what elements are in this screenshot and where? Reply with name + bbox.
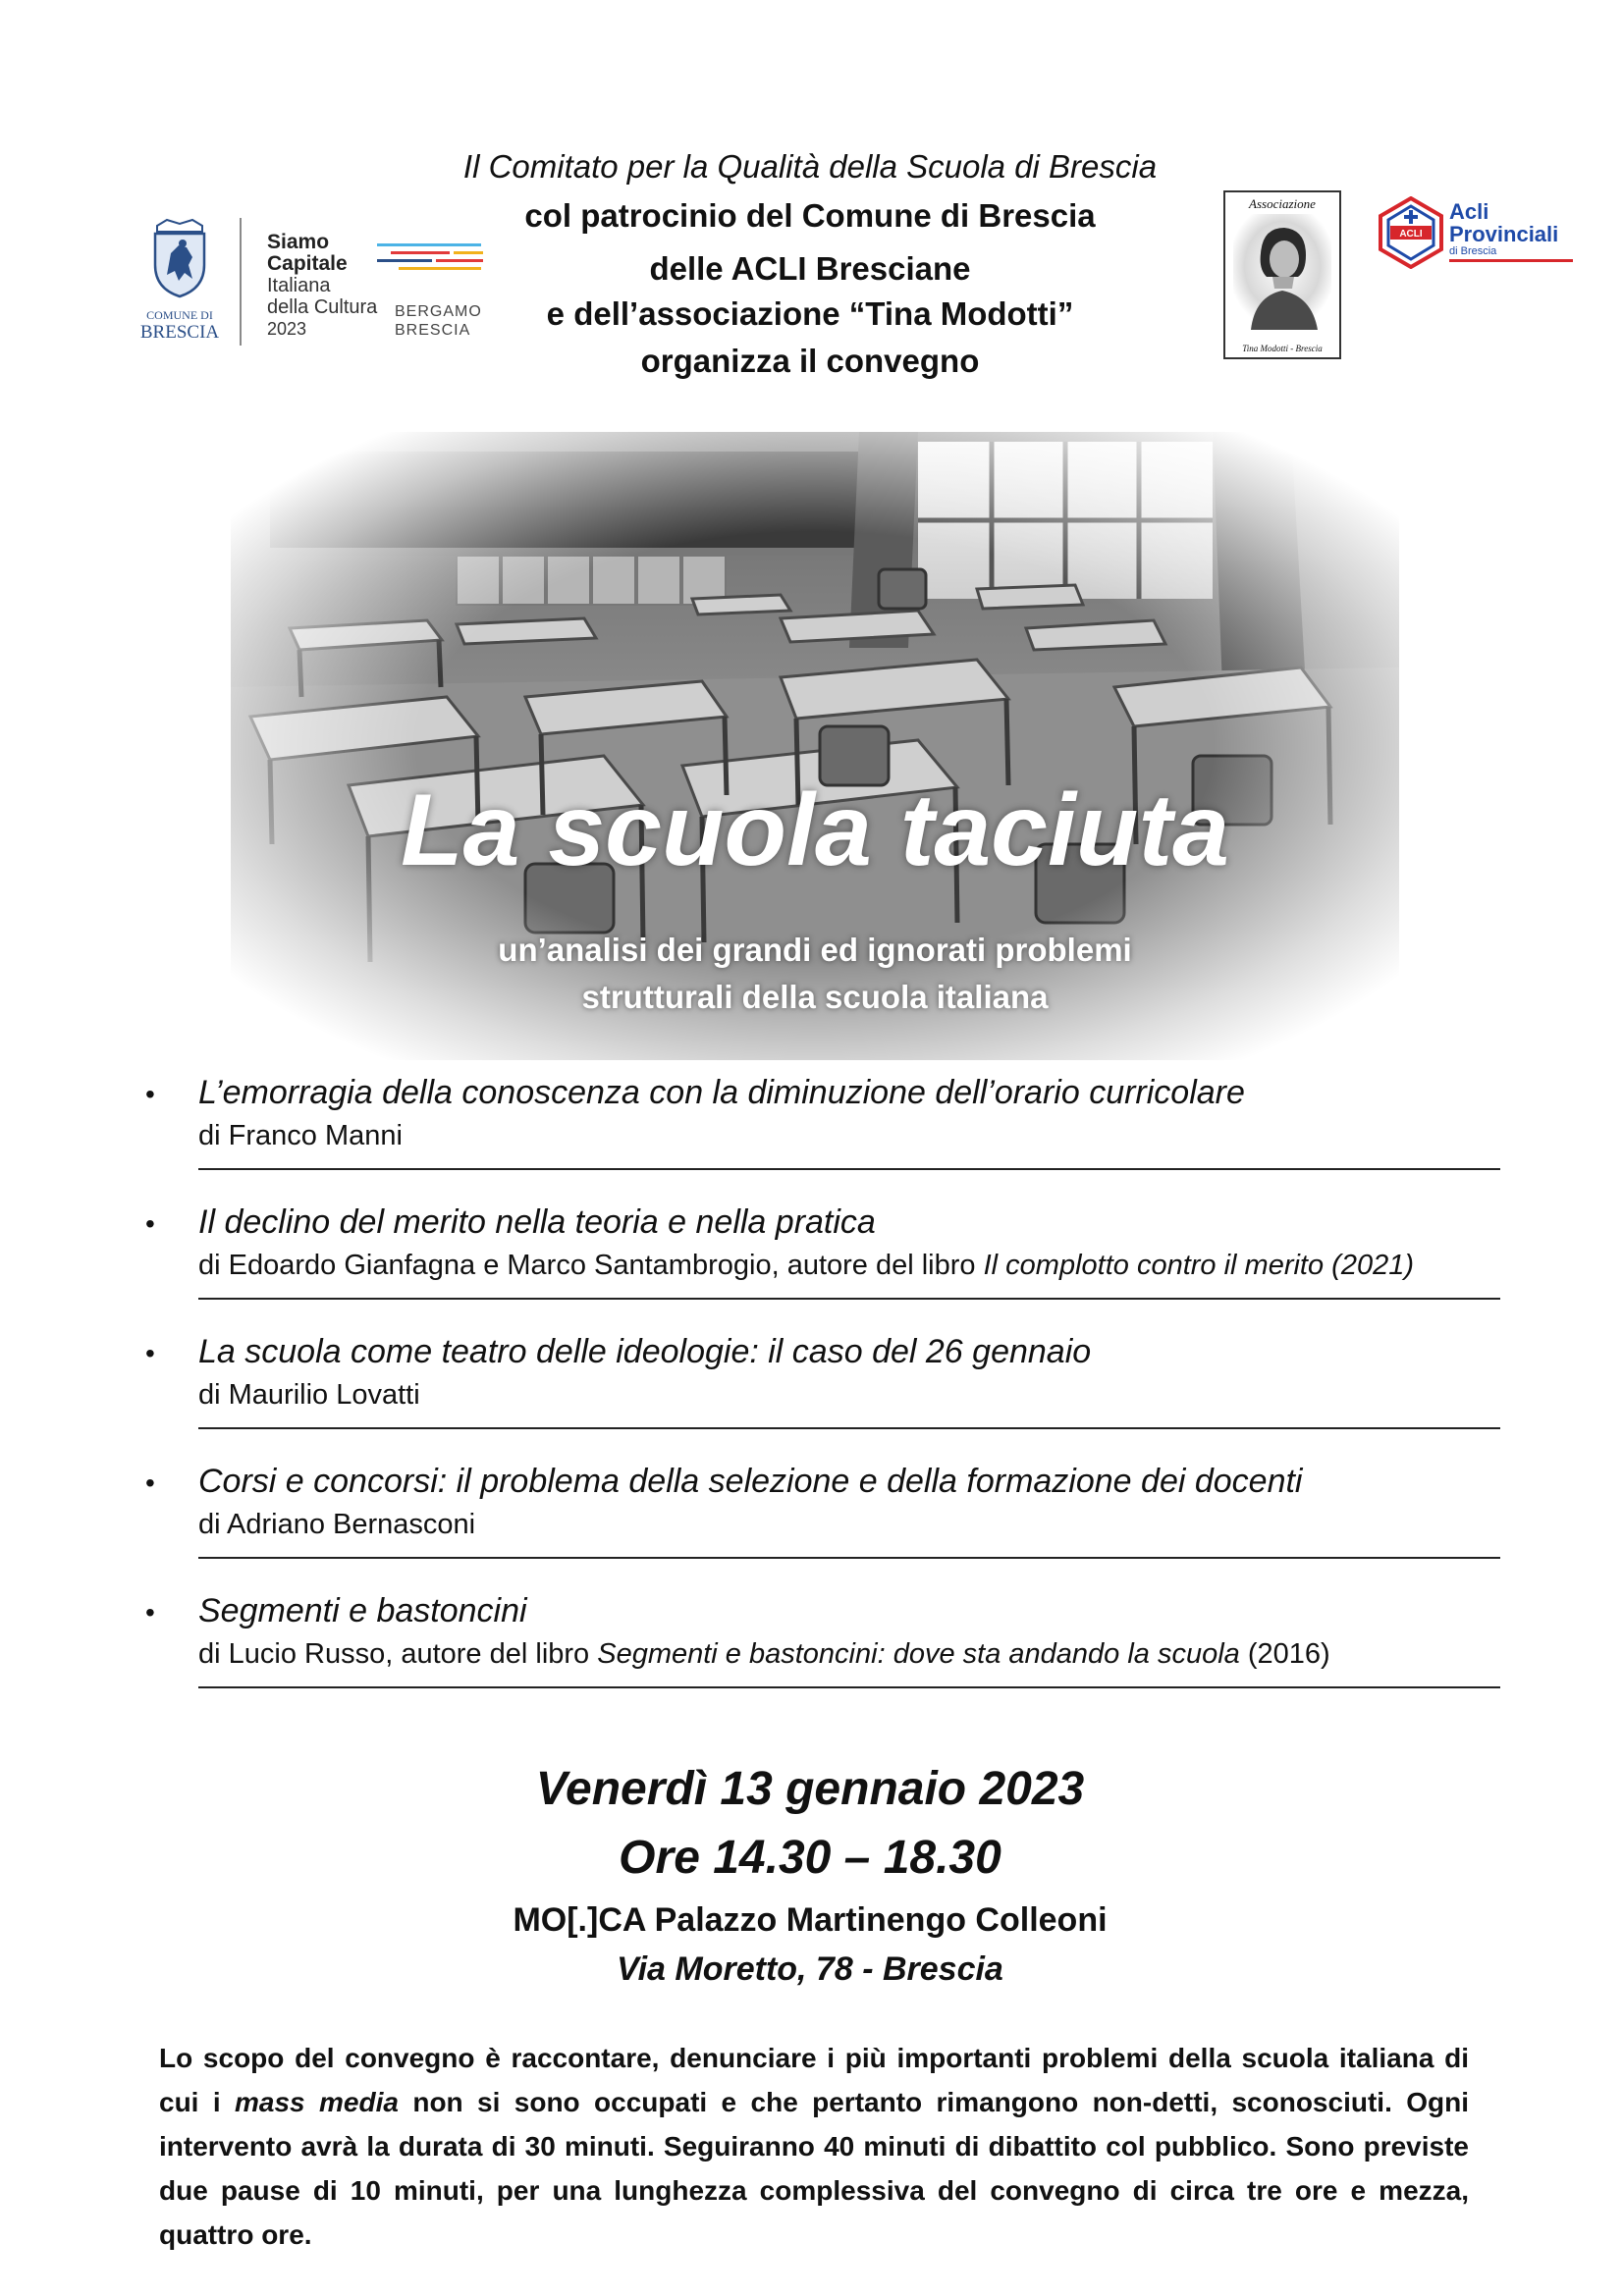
book-title: Segmenti e bastoncini: dove sta andando la scuola (597, 1638, 1240, 1670)
talk-title: L’emorragia della conoscenza con la diminuzione dell’orario curricolare (198, 1074, 1245, 1111)
talk-item (145, 1588, 1500, 1718)
capitale-cultura-logo (267, 232, 377, 340)
capitale-year: 2023 (267, 319, 307, 339)
tina-logo-signature: Tina Modotti - Brescia (1242, 344, 1323, 353)
capitale-word-4: della Cultura (267, 296, 378, 318)
city-brescia: BRESCIA (395, 322, 471, 339)
acli-hexagon-icon (1377, 196, 1445, 269)
description-paragraph (159, 2036, 1469, 2257)
acli-name-2: Provinciali (1449, 222, 1559, 246)
logo-divider (240, 218, 242, 346)
acli-sub: di Brescia (1449, 245, 1497, 257)
book-title: Il complotto contro il merito (2021) (983, 1250, 1415, 1281)
talk-author-text: di Adriano Bernasconi (198, 1509, 476, 1540)
capitale-word-2: Capitale (267, 252, 348, 275)
subtitle-line-2: strutturali della scuola italiana (581, 979, 1049, 1015)
event-subtitle (231, 927, 1399, 1021)
talk-title: Il declino del merito nella teoria e nella pratica (198, 1203, 876, 1241)
bullet: • (145, 1208, 155, 1239)
book-year: (2016) (1239, 1638, 1330, 1670)
talk-item (145, 1070, 1500, 1200)
talk-item (145, 1200, 1500, 1329)
talk-author-text: di Maurilio Lovatti (198, 1379, 420, 1411)
talks-list (145, 1070, 1500, 1718)
talk-item (145, 1459, 1500, 1588)
event-address: Via Moretto, 78 - Brescia (617, 1950, 1003, 1988)
organizes-line: organizza il convegno (640, 343, 980, 379)
capitale-cities (395, 302, 482, 340)
talk-author-text: di Lucio Russo, autore del libro (198, 1638, 598, 1670)
separator-line (198, 1686, 1500, 1688)
capitale-word-1: Siamo (267, 231, 330, 253)
tina-modotti-logo (1223, 190, 1341, 359)
talk-author-text: di Edoardo Gianfagna e Marco Santambrogio, autore del libro (198, 1250, 984, 1281)
talk-author-text: di Franco Manni (198, 1120, 403, 1151)
patronage-line: col patrocinio del Comune di Brescia (524, 197, 1096, 234)
talk-author (198, 1376, 420, 1414)
description-emphasis: mass media (235, 2087, 399, 2117)
capitale-word-3: Italiana (267, 275, 331, 296)
bullet: • (145, 1597, 155, 1628)
acli-provinciali-logo (1377, 196, 1573, 275)
separator-line (198, 1298, 1500, 1300)
comune-brescia-logo (135, 218, 224, 344)
talk-author (198, 1635, 1330, 1673)
talk-title: Segmenti e bastoncini (198, 1592, 527, 1629)
talk-title: La scuola come teatro delle ideologie: il caso del 26 gennaio (198, 1333, 1092, 1370)
talk-item (145, 1329, 1500, 1459)
description-text-2: non si sono occupati e che pertanto rimangono non-detti, sconosciuti. Ogni intervento avrà la durata di 30 minuti. Seguiranno 40 minuti di dibattito col pubblico. Sono previste due pause di 10 minuti, per una lunghezza complessiva del convegno di circa tre ore e mezza, quattro ore. (159, 2087, 1469, 2250)
acli-red-rule (1449, 259, 1573, 262)
acli-name-1: Acli (1449, 199, 1489, 224)
separator-line (198, 1557, 1500, 1559)
event-time: Ore 14.30 – 18.30 (619, 1832, 1001, 1884)
talk-title: Corsi e concorsi: il problema della selezione e della formazione dei docenti (198, 1463, 1303, 1500)
bullet: • (145, 1079, 155, 1109)
comune-name: BRESCIA (139, 322, 220, 343)
bullet: • (145, 1468, 155, 1498)
organizer-line: Il Comitato per la Qualità della Scuola di Brescia (462, 148, 1158, 185)
acli-badge-text: ACLI (1399, 229, 1423, 240)
separator-line (198, 1168, 1500, 1170)
portrait-icon (1233, 214, 1331, 330)
separator-line (198, 1427, 1500, 1429)
brescia-crest-icon (149, 218, 210, 298)
description-text-1: Lo scopo del convegno è raccontare, denunciare i più importanti problemi della scuola italiana di cui i (159, 2043, 1469, 2117)
acli-name (1449, 200, 1558, 245)
subtitle-line-1: un’analisi dei grandi ed ignorati problemi (498, 932, 1132, 968)
acli-line: delle ACLI Bresciane (649, 250, 971, 287)
bullet: • (145, 1338, 155, 1368)
talk-author (198, 1506, 475, 1543)
comune-caption: COMUNE DI (146, 308, 213, 322)
tina-logo-title: Associazione (1249, 196, 1316, 211)
event-venue: MO[.]CA Palazzo Martinengo Colleoni (513, 1901, 1108, 1939)
event-date: Venerdì 13 gennaio 2023 (535, 1763, 1085, 1815)
talk-author (198, 1247, 1414, 1284)
city-bergamo: BERGAMO (395, 303, 482, 320)
talk-author (198, 1117, 403, 1154)
association-line: e dell’associazione “Tina Modotti” (546, 295, 1074, 332)
event-title: La scuola taciuta (401, 774, 1229, 887)
capitale-stripes-icon (377, 241, 487, 273)
